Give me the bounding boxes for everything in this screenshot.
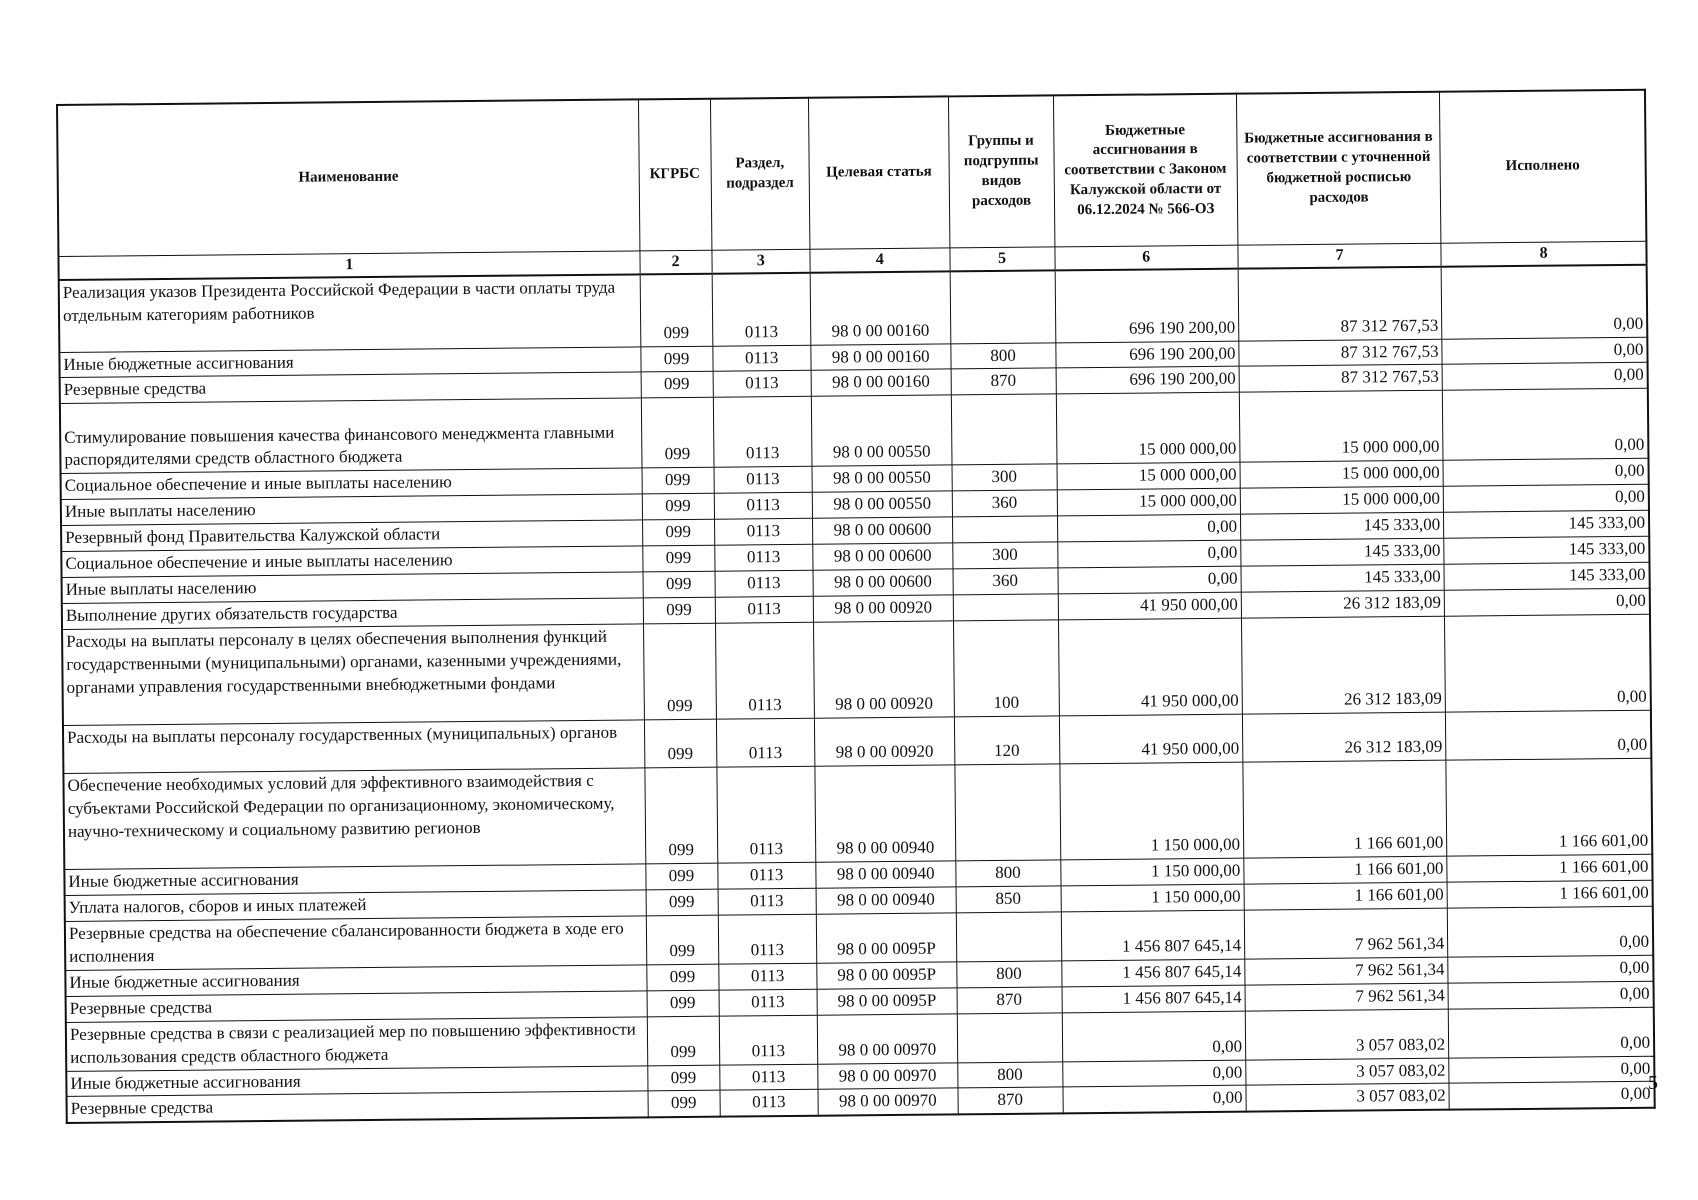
row-group bbox=[957, 1013, 1062, 1063]
row-law-amount: 41 950 000,00 bbox=[1059, 714, 1243, 764]
row-executed-amount: 1 166 601,00 bbox=[1447, 854, 1653, 882]
row-group bbox=[952, 516, 1057, 543]
row-refined-amount: 26 312 183,09 bbox=[1241, 590, 1444, 618]
column-number: 5 bbox=[950, 247, 1055, 272]
row-name: Расходы на выплаты персоналу государственных (муниципальных) органов bbox=[63, 720, 644, 774]
row-razdel: 0113 bbox=[719, 1064, 818, 1091]
row-razdel: 0113 bbox=[715, 596, 814, 623]
row-name: Резервные средства на обеспечение сбалансированности бюджета в ходе его исполнения bbox=[65, 916, 646, 970]
row-law-amount: 15 000 000,00 bbox=[1057, 488, 1241, 516]
row-target: 98 0 00 0095Р bbox=[817, 988, 957, 1015]
row-razdel: 0113 bbox=[712, 345, 811, 372]
row-target: 98 0 00 00970 bbox=[817, 1014, 957, 1064]
row-name: Иные бюджетные ассигнования bbox=[64, 864, 645, 896]
row-executed-amount: 0,00 bbox=[1447, 906, 1653, 957]
column-number: 6 bbox=[1054, 245, 1238, 270]
row-target: 98 0 00 00550 bbox=[812, 465, 952, 492]
row-refined-amount: 7 962 561,34 bbox=[1245, 957, 1448, 985]
row-executed-amount: 1 166 601,00 bbox=[1446, 758, 1652, 856]
row-law-amount: 696 190 200,00 bbox=[1055, 269, 1239, 343]
column-number: 1 bbox=[58, 251, 639, 280]
row-refined-amount: 3 057 083,02 bbox=[1246, 1084, 1449, 1112]
page-number: 5 bbox=[1648, 1072, 1658, 1094]
row-target: 98 0 00 00970 bbox=[818, 1088, 958, 1116]
row-refined-amount: 15 000 000,00 bbox=[1239, 391, 1443, 463]
row-law-amount: 0,00 bbox=[1057, 514, 1241, 542]
row-target: 98 0 00 0095Р bbox=[817, 962, 957, 989]
row-group bbox=[953, 594, 1058, 621]
row-law-amount: 1 150 000,00 bbox=[1060, 858, 1244, 886]
row-razdel: 0113 bbox=[713, 397, 812, 468]
row-name: Резервный фонд Правительства Калужской области bbox=[61, 520, 642, 552]
row-law-amount: 41 950 000,00 bbox=[1058, 592, 1242, 620]
row-name: Социальное обеспечение и иные выплаты населению bbox=[61, 468, 642, 500]
row-refined-amount: 1 166 601,00 bbox=[1243, 760, 1447, 858]
row-razdel: 0113 bbox=[718, 963, 817, 990]
row-target: 98 0 00 00940 bbox=[816, 861, 956, 888]
row-group: 870 bbox=[951, 368, 1056, 395]
row-kgrbs: 099 bbox=[640, 346, 712, 373]
row-target: 98 0 00 00940 bbox=[815, 765, 956, 862]
row-refined-amount: 26 312 183,09 bbox=[1242, 712, 1446, 762]
row-group: 100 bbox=[953, 620, 1059, 717]
row-name: Резервные средства bbox=[67, 1091, 648, 1123]
row-group bbox=[950, 270, 1056, 343]
row-razdel: 0113 bbox=[714, 544, 813, 571]
row-refined-amount: 145 333,00 bbox=[1241, 538, 1444, 566]
row-name: Обеспечение необходимых условий для эффективного взаимодействия с субъектами Российской Федерации по организационному, экономическому, научно-техническому и социальному развитию регионов bbox=[63, 768, 645, 870]
row-target: 98 0 00 00600 bbox=[813, 569, 953, 596]
row-name: Уплата налогов, сборов и иных платежей bbox=[65, 890, 646, 922]
row-razdel: 0113 bbox=[714, 519, 813, 546]
table-header bbox=[57, 90, 1647, 280]
row-target: 98 0 00 00160 bbox=[811, 343, 951, 370]
row-target: 98 0 00 00920 bbox=[813, 595, 953, 622]
row-kgrbs: 099 bbox=[641, 398, 714, 469]
row-kgrbs: 099 bbox=[644, 767, 717, 864]
column-number: 2 bbox=[639, 250, 711, 274]
row-refined-amount: 26 312 183,09 bbox=[1241, 616, 1445, 714]
row-kgrbs: 099 bbox=[647, 990, 719, 1017]
table-row bbox=[63, 758, 1652, 869]
column-number: 8 bbox=[1441, 241, 1647, 266]
row-group: 800 bbox=[957, 1061, 1062, 1088]
row-kgrbs: 099 bbox=[642, 494, 714, 521]
row-law-amount: 41 950 000,00 bbox=[1058, 618, 1242, 716]
row-law-amount: 0,00 bbox=[1057, 540, 1241, 568]
header-executed: Исполнено bbox=[1440, 90, 1647, 243]
column-number: 4 bbox=[810, 248, 950, 273]
row-target: 98 0 00 00160 bbox=[811, 369, 951, 396]
header-law: Бюджетные ассигнования в соответствии с Законом Калужской области от 06.12.2024 № 566-ОЗ bbox=[1053, 94, 1238, 247]
row-kgrbs: 099 bbox=[644, 719, 717, 768]
row-name: Иные бюджетные ассигнования bbox=[65, 965, 646, 997]
row-law-amount: 15 000 000,00 bbox=[1056, 393, 1240, 465]
row-target: 98 0 00 00550 bbox=[811, 395, 951, 466]
header-razdel: Раздел, подраздел bbox=[710, 98, 810, 250]
row-law-amount: 0,00 bbox=[1058, 566, 1242, 594]
row-kgrbs: 099 bbox=[648, 1091, 720, 1118]
row-kgrbs: 099 bbox=[641, 372, 713, 399]
row-name: Стимулирование повышения качества финансового менеджмента главными распорядителями средств областного бюджета bbox=[60, 398, 642, 474]
row-kgrbs: 099 bbox=[647, 1065, 719, 1092]
row-group: 850 bbox=[956, 886, 1061, 913]
row-target: 98 0 00 00920 bbox=[814, 717, 954, 766]
header-groups: Группы и подгруппы видов расходов bbox=[948, 95, 1054, 247]
row-kgrbs: 099 bbox=[647, 1016, 720, 1066]
row-target: 98 0 00 0095Р bbox=[816, 913, 956, 963]
row-refined-amount: 87 312 767,53 bbox=[1238, 267, 1442, 341]
row-executed-amount: 0,00 bbox=[1442, 363, 1648, 391]
header-target: Целевая статья bbox=[808, 96, 949, 249]
row-executed-amount: 0,00 bbox=[1443, 485, 1649, 513]
table-row bbox=[62, 614, 1651, 725]
row-group: 870 bbox=[958, 1087, 1063, 1114]
row-group: 360 bbox=[952, 490, 1057, 517]
row-group bbox=[951, 394, 1057, 465]
row-group: 870 bbox=[957, 987, 1062, 1014]
row-executed-amount: 0,00 bbox=[1448, 955, 1654, 983]
row-law-amount: 696 190 200,00 bbox=[1056, 367, 1240, 395]
row-executed-amount: 145 333,00 bbox=[1444, 562, 1650, 590]
row-kgrbs: 099 bbox=[646, 889, 718, 916]
row-law-amount: 1 150 000,00 bbox=[1059, 762, 1243, 860]
row-name: Реализация указов Президента Российской Федерации в части оплаты труда отдельным категориям работников bbox=[59, 274, 641, 352]
row-law-amount: 1 150 000,00 bbox=[1061, 884, 1245, 912]
row-executed-amount: 0,00 bbox=[1448, 981, 1654, 1009]
row-razdel: 0113 bbox=[718, 914, 817, 964]
row-group: 800 bbox=[955, 860, 1060, 887]
table-body bbox=[59, 265, 1655, 1124]
row-name: Иные бюджетные ассигнования bbox=[59, 346, 640, 378]
row-group: 800 bbox=[956, 961, 1061, 988]
row-razdel: 0113 bbox=[719, 1015, 818, 1065]
row-kgrbs: 099 bbox=[646, 964, 718, 991]
row-name: Иные выплаты населению bbox=[61, 494, 642, 526]
header-kgrbs: КГРБС bbox=[638, 99, 712, 251]
row-target: 98 0 00 00160 bbox=[810, 271, 950, 344]
row-refined-amount: 15 000 000,00 bbox=[1240, 487, 1443, 515]
row-kgrbs: 099 bbox=[642, 519, 714, 546]
row-target: 98 0 00 00600 bbox=[812, 517, 952, 544]
row-refined-amount: 145 333,00 bbox=[1241, 564, 1444, 592]
row-name: Резервные средства bbox=[66, 991, 647, 1023]
row-refined-amount: 145 333,00 bbox=[1240, 512, 1443, 540]
row-name: Иные бюджетные ассигнования bbox=[66, 1065, 647, 1097]
row-executed-amount: 0,00 bbox=[1442, 337, 1648, 365]
row-group bbox=[956, 912, 1061, 962]
row-razdel: 0113 bbox=[715, 622, 814, 719]
row-razdel: 0113 bbox=[715, 570, 814, 597]
row-razdel: 0113 bbox=[716, 766, 815, 863]
row-group: 300 bbox=[952, 464, 1057, 491]
row-razdel: 0113 bbox=[720, 1090, 819, 1117]
row-kgrbs: 099 bbox=[642, 545, 714, 572]
row-refined-amount: 7 962 561,34 bbox=[1244, 908, 1448, 959]
row-executed-amount: 0,00 bbox=[1444, 588, 1650, 616]
header-row bbox=[57, 90, 1646, 257]
row-razdel: 0113 bbox=[716, 718, 815, 767]
row-refined-amount: 87 312 767,53 bbox=[1239, 339, 1442, 367]
row-law-amount: 1 456 807 645,14 bbox=[1062, 985, 1246, 1013]
row-refined-amount: 87 312 767,53 bbox=[1239, 365, 1442, 393]
budget-table bbox=[56, 89, 1656, 1125]
row-razdel: 0113 bbox=[713, 371, 812, 398]
row-target: 98 0 00 00550 bbox=[812, 491, 952, 518]
row-target: 98 0 00 00970 bbox=[818, 1062, 958, 1089]
row-law-amount: 696 190 200,00 bbox=[1055, 341, 1239, 369]
row-law-amount: 15 000 000,00 bbox=[1057, 463, 1241, 491]
row-law-amount: 1 456 807 645,14 bbox=[1061, 910, 1245, 961]
row-group: 300 bbox=[952, 542, 1057, 569]
row-kgrbs: 099 bbox=[640, 274, 713, 347]
row-executed-amount: 0,00 bbox=[1449, 1056, 1655, 1084]
row-refined-amount: 1 166 601,00 bbox=[1244, 882, 1447, 910]
row-kgrbs: 099 bbox=[643, 623, 716, 720]
document-sheet bbox=[56, 89, 1656, 1125]
row-law-amount: 0,00 bbox=[1062, 1011, 1246, 1062]
row-name: Выполнение других обязательств государства bbox=[62, 598, 643, 630]
row-kgrbs: 099 bbox=[645, 863, 717, 890]
row-razdel: 0113 bbox=[714, 493, 813, 520]
row-name: Иные выплаты населению bbox=[62, 572, 643, 604]
row-target: 98 0 00 00940 bbox=[816, 887, 956, 914]
row-refined-amount: 15 000 000,00 bbox=[1240, 461, 1443, 489]
row-razdel: 0113 bbox=[719, 989, 818, 1016]
row-name: Резервные средства в связи с реализацией мер по повышению эффективности использования средств областного бюджета bbox=[66, 1016, 647, 1070]
row-kgrbs: 099 bbox=[646, 915, 719, 965]
row-name: Социальное обеспечение и иные выплаты населению bbox=[61, 546, 642, 578]
row-law-amount: 0,00 bbox=[1062, 1086, 1246, 1114]
row-kgrbs: 099 bbox=[643, 571, 715, 598]
row-target: 98 0 00 00920 bbox=[813, 621, 954, 718]
row-executed-amount: 0,00 bbox=[1448, 1007, 1654, 1058]
row-target: 98 0 00 00600 bbox=[813, 543, 953, 570]
row-razdel: 0113 bbox=[718, 888, 817, 915]
row-refined-amount: 1 166 601,00 bbox=[1244, 856, 1447, 884]
row-law-amount: 1 456 807 645,14 bbox=[1061, 959, 1245, 987]
row-executed-amount: 145 333,00 bbox=[1444, 510, 1650, 538]
row-executed-amount: 0,00 bbox=[1441, 265, 1647, 339]
row-razdel: 0113 bbox=[712, 273, 811, 346]
row-executed-amount: 1 166 601,00 bbox=[1447, 880, 1653, 908]
row-refined-amount: 3 057 083,02 bbox=[1245, 1009, 1449, 1060]
row-executed-amount: 0,00 bbox=[1442, 389, 1648, 461]
row-refined-amount: 3 057 083,02 bbox=[1246, 1058, 1449, 1086]
header-name: Наименование bbox=[57, 99, 639, 256]
row-group: 120 bbox=[954, 716, 1059, 765]
row-executed-amount: 0,00 bbox=[1446, 710, 1652, 760]
row-name: Резервные средства bbox=[60, 372, 641, 404]
row-law-amount: 0,00 bbox=[1062, 1060, 1246, 1088]
row-group bbox=[955, 764, 1061, 861]
row-group: 360 bbox=[953, 568, 1058, 595]
row-executed-amount: 0,00 bbox=[1443, 459, 1649, 487]
column-number: 3 bbox=[712, 249, 811, 273]
row-refined-amount: 7 962 561,34 bbox=[1245, 983, 1448, 1011]
row-name: Расходы на выплаты персоналу в целях обеспечения выполнения функций государственными (муниципальными) органами, казенными учреждениями, органами управления государственными внебюджетными фондами bbox=[62, 624, 644, 726]
row-razdel: 0113 bbox=[714, 467, 813, 494]
row-kgrbs: 099 bbox=[643, 597, 715, 624]
row-executed-amount: 0,00 bbox=[1449, 1082, 1655, 1110]
header-refined: Бюджетные ассигнования в соответствии с уточненной бюджетной росписью расходов bbox=[1236, 92, 1441, 245]
row-kgrbs: 099 bbox=[642, 468, 714, 495]
row-executed-amount: 0,00 bbox=[1445, 614, 1651, 712]
row-razdel: 0113 bbox=[717, 862, 816, 889]
row-group: 800 bbox=[950, 342, 1055, 369]
column-number: 7 bbox=[1238, 243, 1441, 268]
row-executed-amount: 145 333,00 bbox=[1444, 536, 1650, 564]
